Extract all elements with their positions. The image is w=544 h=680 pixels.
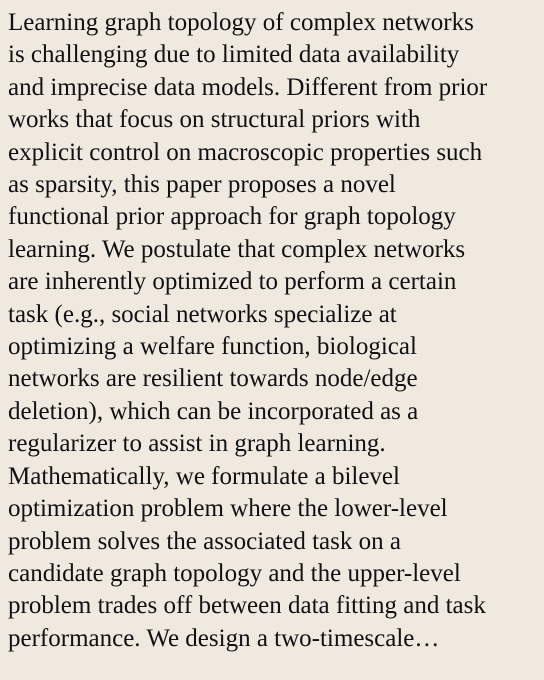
abstract-line: functional prior approach for graph topology (8, 203, 456, 231)
abstract-line: explicit control on macroscopic properties such (8, 138, 483, 166)
abstract-line: works that focus on structural priors with (8, 106, 421, 134)
abstract-line: Learning graph topology of complex networks (8, 9, 474, 36)
abstract-text (8, 7, 536, 655)
abstract-line: optimization problem where the lower-level (8, 495, 448, 523)
abstract-line: performance. We design a two-timescale… (8, 624, 440, 652)
abstract-line: candidate graph topology and the upper-level (8, 559, 461, 587)
abstract-line: regularizer to assist in graph learning. (8, 430, 386, 458)
abstract-line: deletion), which can be incorporated as a (8, 397, 419, 425)
abstract-line: as sparsity, this paper proposes a novel (8, 171, 396, 199)
abstract-line: and imprecise data models. Different from prior (8, 73, 488, 101)
abstract-line: task (e.g., social networks specialize at (8, 300, 397, 328)
abstract-line: problem trades off between data fitting and task (8, 592, 486, 620)
abstract-line: are inherently optimized to perform a certain (8, 268, 457, 296)
abstract-line: learning. We postulate that complex networks (8, 235, 466, 263)
abstract-line: networks are resilient towards node/edge (8, 365, 418, 393)
abstract-line: optimizing a welfare function, biological (8, 333, 417, 361)
abstract-line: is challenging due to limited data availability (8, 41, 460, 69)
abstract-line: Mathematically, we formulate a bilevel (8, 462, 400, 490)
abstract-line: problem solves the associated task on a (8, 527, 401, 555)
